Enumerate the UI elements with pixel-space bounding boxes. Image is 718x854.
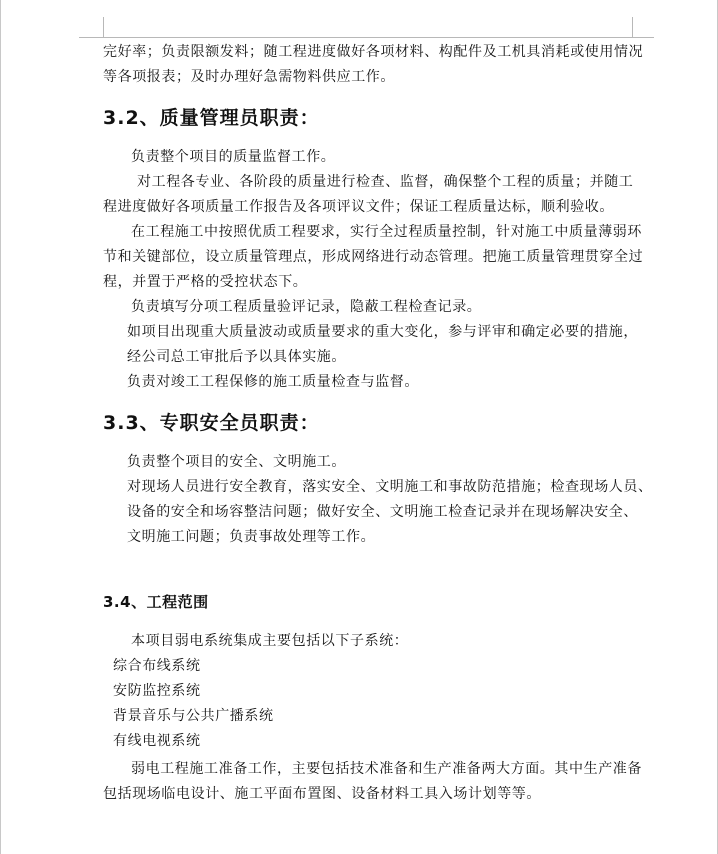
- s34-system-cabling: 综合布线系统: [113, 658, 201, 674]
- s33-line-1: 负责整个项目的安全、文明施工。: [127, 454, 346, 470]
- s34-line-6: 弱电工程施工准备工作，主要包括技术准备和生产准备两大方面。其中生产准备: [131, 761, 642, 777]
- s34-system-broadcast: 背景音乐与公共广播系统: [113, 708, 274, 724]
- s32-line-3: 程进度做好各项质量工作报告及各项评议文件；保证工程质量达标，顺利验收。: [103, 199, 614, 215]
- s32-line-5: 节和关键部位，设立质量管理点，形成网络进行动态管理。把施工质量管理贯穿全过: [103, 249, 644, 265]
- heading-3-3: 3.3、专职安全员职责：: [103, 412, 320, 434]
- s32-line-6: 程，并置于严格的受控状态下。: [103, 274, 308, 290]
- heading-3-2: 3.2、质量管理员职责：: [103, 107, 320, 129]
- s32-line-10: 负责对竣工工程保修的施工质量检查与监督。: [127, 374, 419, 390]
- s32-line-9: 经公司总工审批后予以具体实施。: [127, 349, 346, 365]
- s33-line-3: 设备的安全和场容整洁问题；做好安全、文明施工检查记录并在现场解决安全、: [127, 504, 638, 520]
- heading-3-4: 3.4、工程范围: [103, 593, 209, 611]
- intro-line-1: 完好率；负责限额发料；随工程进度做好各项材料、构配件及工机具消耗或使用情况: [103, 44, 644, 60]
- page-header-margin-marker: [103, 17, 633, 38]
- s32-line-7: 负责填写分项工程质量验评记录，隐蔽工程检查记录。: [131, 299, 482, 315]
- s34-line-1: 本项目弱电系统集成主要包括以下子系统：: [131, 633, 409, 649]
- s32-line-4: 在工程施工中按照优质工程要求，实行全过程质量控制，针对施工中质量薄弱环: [131, 224, 642, 240]
- s32-line-8: 如项目出现重大质量波动或质量要求的重大变化，参与评审和确定必要的措施，: [127, 324, 638, 340]
- s32-line-2: 对工程各专业、各阶段的质量进行检查、监督，确保整个工程的质量；并随工: [137, 174, 634, 190]
- page-left-edge: [0, 0, 1, 854]
- s34-line-7: 包括现场临电设计、施工平面布置图、设备材料工具入场计划等等。: [103, 786, 541, 802]
- s33-line-4: 文明施工问题；负责事故处理等工作。: [127, 529, 376, 545]
- header-tick-right: [632, 37, 654, 38]
- s34-system-cable-tv: 有线电视系统: [113, 733, 201, 749]
- header-tick-left: [79, 37, 103, 38]
- s34-system-security: 安防监控系统: [113, 683, 201, 699]
- s32-line-1: 负责整个项目的质量监督工作。: [131, 149, 336, 165]
- s33-line-2: 对现场人员进行安全教育，落实安全、文明施工和事故防范措施；检查现场人员、: [127, 479, 653, 495]
- intro-line-2: 等各项报表；及时办理好急需物料供应工作。: [103, 69, 395, 85]
